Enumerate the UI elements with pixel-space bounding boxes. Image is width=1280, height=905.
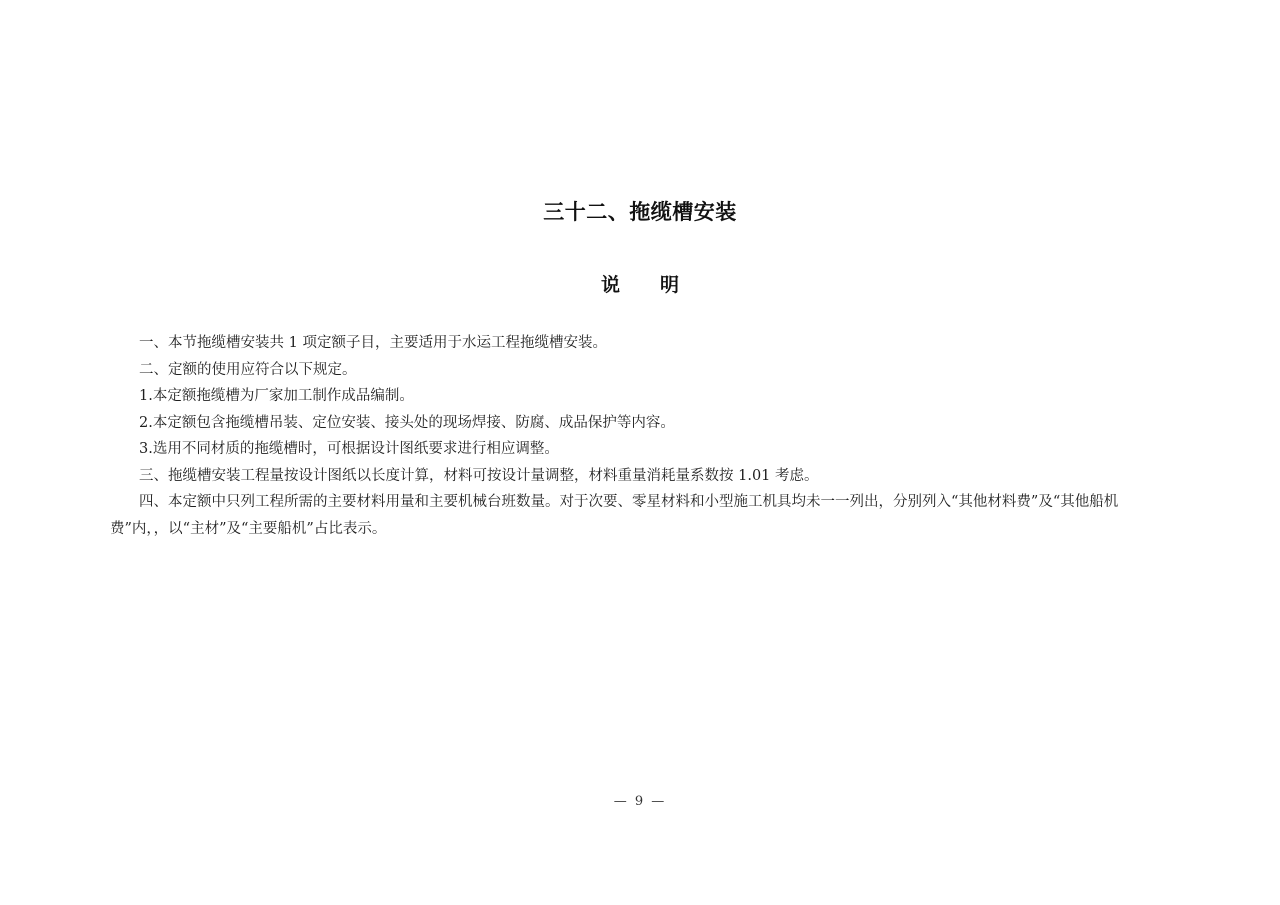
paragraph-7: 四、本定额中只列工程所需的主要材料用量和主要机械台班数量。对于次要、零星材料和小型施工机具均未一一列出，分别列入“其他材料费”及“其他船机费”内，，以“主材”及“主要船机”占比表示。: [110, 494, 1119, 537]
paragraph-1: 一、本节拖缆槽安装共 1 项定额子目，主要适用于水运工程拖缆槽安装。: [139, 335, 607, 351]
paragraph-2: 二、定额的使用应符合以下规定。: [139, 361, 357, 378]
subtitle: [0, 270, 1280, 297]
section-title: 三十二、拖缆槽安装: [543, 200, 737, 224]
paragraph-6: 三、拖缆槽安装工程量按设计图纸以长度计算，材料可按设计量调整，材料重量消耗量系数按 1.01 考虑。: [139, 467, 819, 484]
subtitle-char-1: 说: [600, 274, 620, 296]
page-number: — 9 —: [613, 794, 667, 809]
subtitle-char-2: 明: [660, 274, 680, 296]
explanation-body: [110, 330, 1172, 542]
paragraph-4: 2.本定额包含拖缆槽吊装、定位安装、接头处的现场焊接、防腐、成品保护等内容。: [139, 414, 675, 431]
paragraph-3: 1.本定额拖缆槽为厂家加工制作成品编制。: [139, 388, 414, 404]
paragraph-5: 3.选用不同材质的拖缆槽时，可根据设计图纸要求进行相应调整。: [139, 441, 559, 457]
